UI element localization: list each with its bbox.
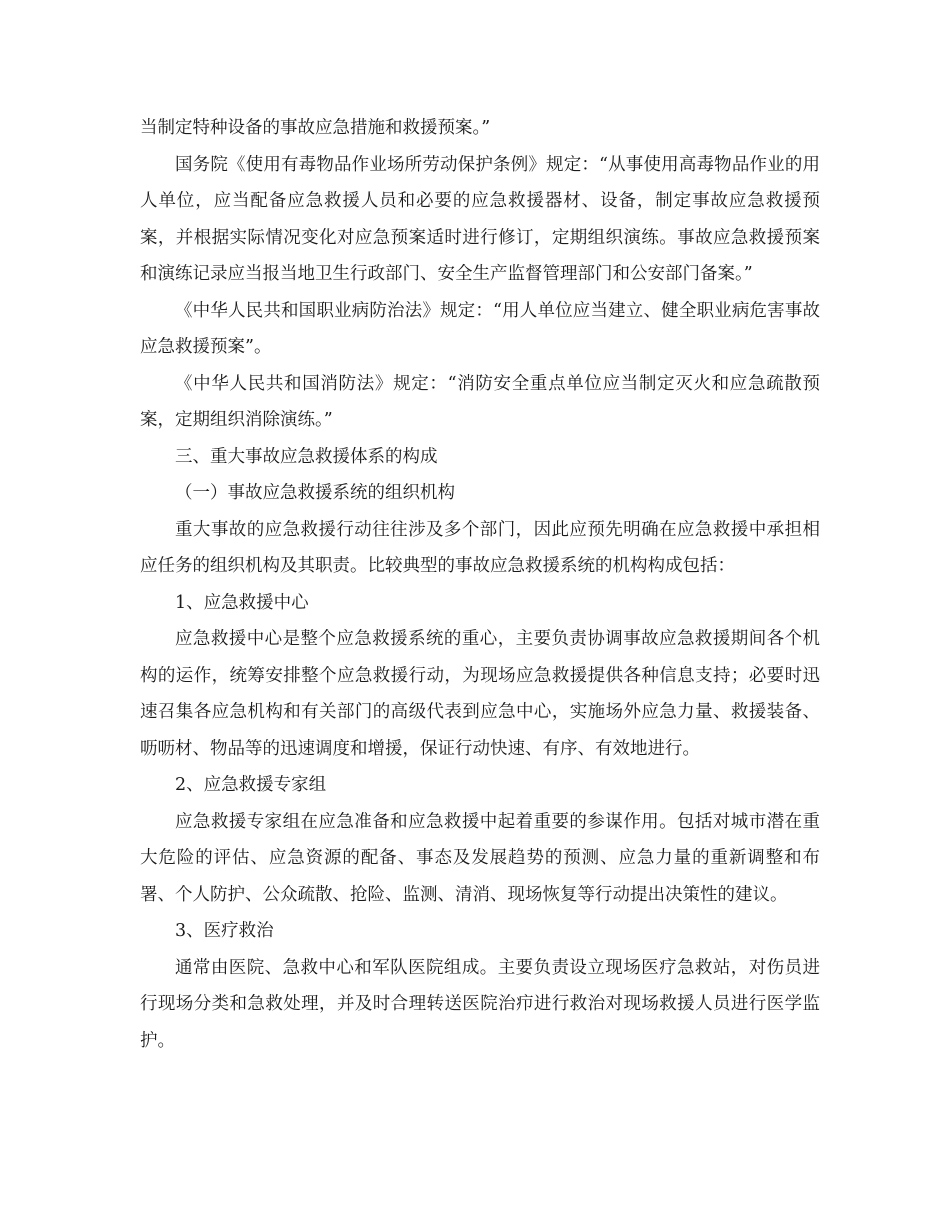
subsection-heading-organization: （一）事故应急救援系统的组织机构 xyxy=(175,483,455,503)
paragraph-state-council-regulation: 国务院《使用有毒物品作业场所劳动保护条例》规定：“从事使用高毒物品作业的用人单位，应当配备应急救援人员和必要的应急救援器材、设备，制定事故应急救援预案，并根据实际情况变化对应急预案适时进行修订，定期组织演练。事故应急救援预案和演练记录应当报当地卫生行政部门、安全生产监督管理部门和公安部门备案。” xyxy=(140,154,820,284)
paragraph-organization-intro: 重大事故的应急救援行动往往涉及多个部门，因此应预先明确在应急救援中承担相应任务的组织机构及其职责。比较典型的事故应急救援系统的机构构成包括： xyxy=(140,519,820,576)
section-heading-system-composition: 三、重大事故应急救援体系的构成 xyxy=(175,446,438,467)
item-heading-expert-group: 2、应急救援专家组 xyxy=(175,775,327,795)
paragraph-medical-treatment: 通常由医院、急救中心和军队医院组成。主要负责设立现场医疗急救站，对伤员进行现场分类和急救处理，并及时合理转送医院治疖进行救治对现场救援人员进行医学监护。 xyxy=(140,957,820,1051)
paragraph-occupational-disease-law: 《中华人民共和国职业病防治法》规定：“用人单位应当建立、健全职业病危害事故应急救援预案”。 xyxy=(140,300,820,357)
paragraph-rescue-center: 应急救援中心是整个应急救援系统的重心，主要负责协调事故应急救援期间各个机构的运作，统筹安排整个应急救援行动，为现场应急救援提供各种信息支持；必要时迅速召集各应急机构和有关部门的高级代表到应急中心，实施场外应急力量、救援装备、呖呖材、物品等的迅速调度和增援，保证行动快速、有序、有效地进行。 xyxy=(140,629,820,759)
paragraph-fire-protection-law: 《中华人民共和国消防法》规定：“消防安全重点单位应当制定灭火和应急疏散预案，定期组织消除演练。” xyxy=(140,373,820,430)
item-heading-medical-treatment: 3、医疗救治 xyxy=(175,921,274,941)
paragraph-continuation: 当制定特种设备的事故应急措施和救援预案。” xyxy=(140,118,491,138)
document-page xyxy=(140,110,820,1059)
paragraph-expert-group: 应急救援专家组在应急准备和应急救援中起着重要的参谋作用。包括对城市潜在重大危险的评估、应急资源的配备、事态及发展趋势的预测、应急力量的重新调整和布署、个人防护、公众疏散、抢险、监测、清消、现场恢复等行动提出决策性的建议。 xyxy=(140,811,820,905)
item-heading-rescue-center: 1、应急救援中心 xyxy=(175,592,309,613)
